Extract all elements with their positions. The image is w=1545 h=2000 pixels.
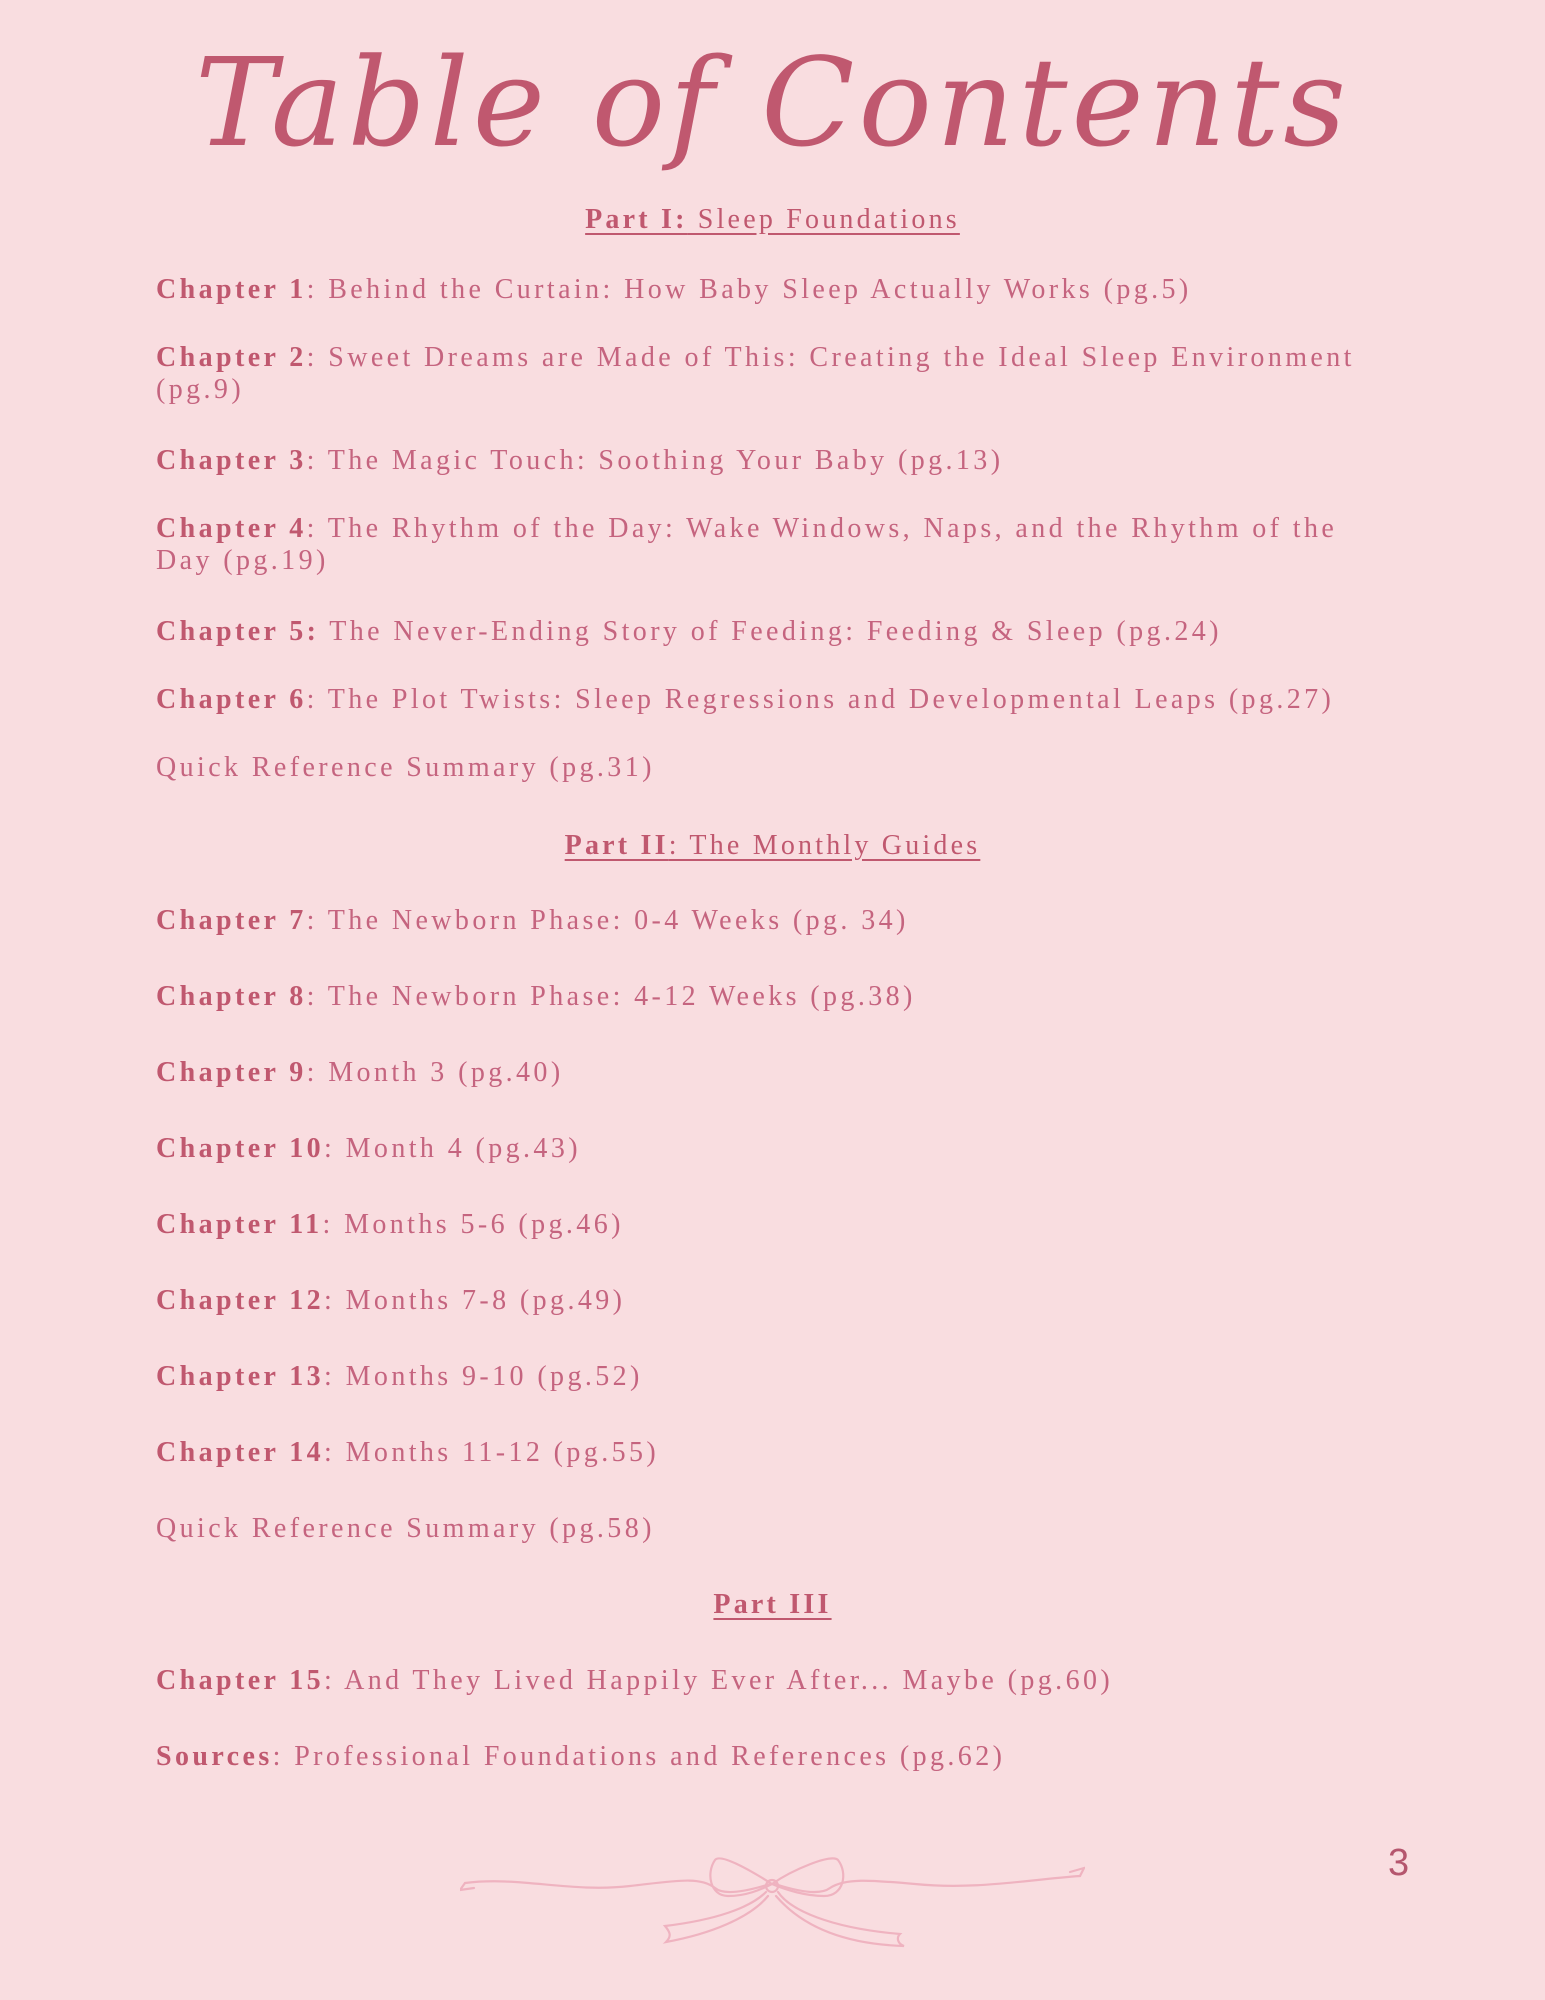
part-heading-1: Part I: Sleep Foundations [585, 204, 960, 235]
page-title: Table of Contents [195, 32, 1350, 174]
toc-entry-chapter-8[interactable]: Chapter 8: The Newborn Phase: 4-12 Weeks (pg.38) [156, 981, 916, 1012]
toc-entry-chapter-3[interactable]: Chapter 3: The Magic Touch: Soothing Your Baby (pg.13) [156, 445, 1004, 476]
toc-entry-chapter-4[interactable]: Chapter 4: The Rhythm of the Day: Wake Windows, Naps, and the Rhythm of the Day (pg.19) [156, 513, 1338, 576]
page-number: 3 [1388, 1842, 1410, 1884]
toc-entry-chapter-9[interactable]: Chapter 9: Month 3 (pg.40) [156, 1057, 564, 1088]
ribbon-bow-icon [460, 1848, 1085, 1948]
toc-entry-chapter-7[interactable]: Chapter 7: The Newborn Phase: 0-4 Weeks (pg. 34) [156, 905, 909, 936]
toc-entry-chapter-12[interactable]: Chapter 12: Months 7-8 (pg.49) [156, 1285, 626, 1316]
toc-entry-chapter-1[interactable]: Chapter 1: Behind the Curtain: How Baby Sleep Actually Works (pg.5) [156, 274, 1192, 305]
toc-entry-chapter-15[interactable]: Chapter 15: And They Lived Happily Ever After... Maybe (pg.60) [156, 1665, 1114, 1696]
toc-entry-chapter-6[interactable]: Chapter 6: The Plot Twists: Sleep Regressions and Developmental Leaps (pg.27) [156, 684, 1335, 715]
toc-entry-sources[interactable]: Sources: Professional Foundations and References (pg.62) [156, 1741, 1006, 1772]
part-heading-3: Part III [713, 1589, 832, 1620]
toc-entry-chapter-11[interactable]: Chapter 11: Months 5-6 (pg.46) [156, 1209, 624, 1240]
toc-entry-quick-reference-1[interactable]: Quick Reference Summary (pg.31) [156, 752, 655, 783]
toc-entry-chapter-13[interactable]: Chapter 13: Months 9-10 (pg.52) [156, 1361, 643, 1392]
toc-entry-quick-reference-2[interactable]: Quick Reference Summary (pg.58) [156, 1513, 655, 1544]
toc-entry-chapter-2[interactable]: Chapter 2: Sweet Dreams are Made of This: Creating the Ideal Sleep Environment (pg.9) [156, 342, 1355, 405]
toc-entry-chapter-10[interactable]: Chapter 10: Month 4 (pg.43) [156, 1133, 581, 1164]
toc-entry-chapter-5[interactable]: Chapter 5: The Never-Ending Story of Feeding: Feeding & Sleep (pg.24) [156, 616, 1222, 647]
part-heading-2: Part II: The Monthly Guides [564, 830, 981, 861]
toc-entry-chapter-14[interactable]: Chapter 14: Months 11-12 (pg.55) [156, 1437, 660, 1468]
